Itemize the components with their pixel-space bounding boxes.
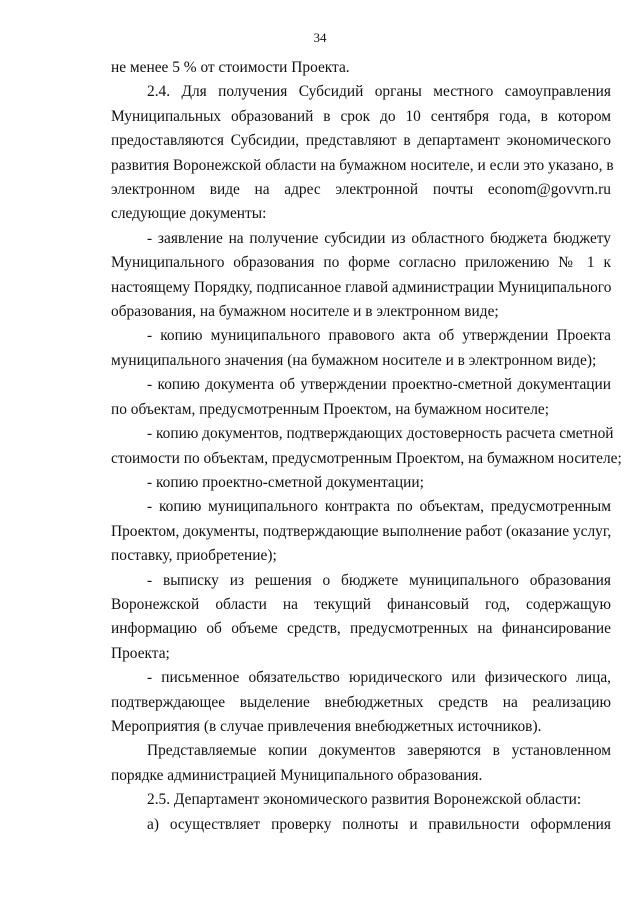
text-line: - копию проектно-сметной документации; xyxy=(147,473,424,491)
text-line: муниципального значения (на бумажном носителе и в электронном виде); xyxy=(111,351,597,369)
paragraph xyxy=(111,373,611,422)
paragraph xyxy=(111,739,611,788)
text-line: образования, на бумажном носителе и в электронном виде; xyxy=(111,303,499,321)
paragraph xyxy=(111,788,611,812)
paragraph xyxy=(111,227,611,325)
paragraph xyxy=(111,80,614,226)
paragraph xyxy=(111,666,611,739)
text-line: 2.5. Департамент экономического развития Воронежской области: xyxy=(147,791,582,809)
text-line: Воронежской области на текущий финансовый год, содержащую xyxy=(111,595,611,613)
paragraph xyxy=(111,56,611,80)
text-line: порядке администрацией Муниципального образования. xyxy=(111,766,483,784)
text-line: Муниципального образования по форме согласно приложению № 1 к xyxy=(111,254,611,272)
text-line: следующие документы: xyxy=(111,205,267,223)
text-line: - копию муниципального правового акта об утверждении Проекта xyxy=(147,327,611,345)
text-line: электронном виде на адрес электронной почты econom@govvrn.ru xyxy=(111,181,611,199)
text-line: стоимости по объектам, предусмотренным Проектом, на бумажном носителе; xyxy=(111,449,622,467)
paragraph xyxy=(111,422,622,471)
text-line: поставку, приобретение); xyxy=(111,547,277,565)
text-line: Представляемые копии документов заверяются в установленном xyxy=(147,742,611,760)
text-line: развития Воронежской области на бумажном носителе, и если это указано, в xyxy=(111,156,614,174)
text-line: а) осуществляет проверку полноты и правильности оформления xyxy=(147,815,611,833)
text-line: настоящему Порядку, подписанное главой администрации Муниципального xyxy=(111,278,612,296)
paragraph xyxy=(111,813,611,837)
document-body xyxy=(111,56,622,837)
text-line: предоставляются Субсидии, представляют в департамент экономического xyxy=(111,132,611,150)
text-line: 2.4. Для получения Субсидий органы местного самоуправления xyxy=(147,83,611,101)
paragraph xyxy=(111,569,611,667)
paragraph xyxy=(111,471,611,495)
paragraph xyxy=(111,324,611,373)
text-line: не менее 5 % от стоимости Проекта. xyxy=(111,59,350,76)
paragraph xyxy=(111,495,611,568)
text-line: - выписку из решения о бюджете муниципального образования xyxy=(147,571,611,589)
text-line: Мероприятия (в случае привлечения внебюджетных источников). xyxy=(111,717,542,735)
text-line: по объектам, предусмотренным Проектом, на бумажном носителе; xyxy=(111,400,550,418)
text-line: - заявление на получение субсидии из областного бюджета бюджету xyxy=(147,229,611,247)
text-line: подтверждающее выделение внебюджетных средств на реализацию xyxy=(111,693,611,711)
text-line: информацию об объеме средств, предусмотренных на финансирование xyxy=(111,620,611,638)
text-line: Муниципальных образований в срок до 10 сентября года, в котором xyxy=(111,107,611,125)
text-line: - копию муниципального контракта по объектам, предусмотренным xyxy=(147,498,611,516)
text-line: - копию документов, подтверждающих достоверность расчета сметной xyxy=(147,425,614,443)
page-number: 34 xyxy=(313,30,327,45)
text-line: - копию документа об утверждении проектно-сметной документации xyxy=(147,376,611,394)
text-line: - письменное обязательство юридического или физического лица, xyxy=(147,669,611,687)
text-line: Проекта; xyxy=(111,644,170,662)
text-line: Проектом, документы, подтверждающие выполнение работ (оказание услуг, xyxy=(111,522,612,540)
